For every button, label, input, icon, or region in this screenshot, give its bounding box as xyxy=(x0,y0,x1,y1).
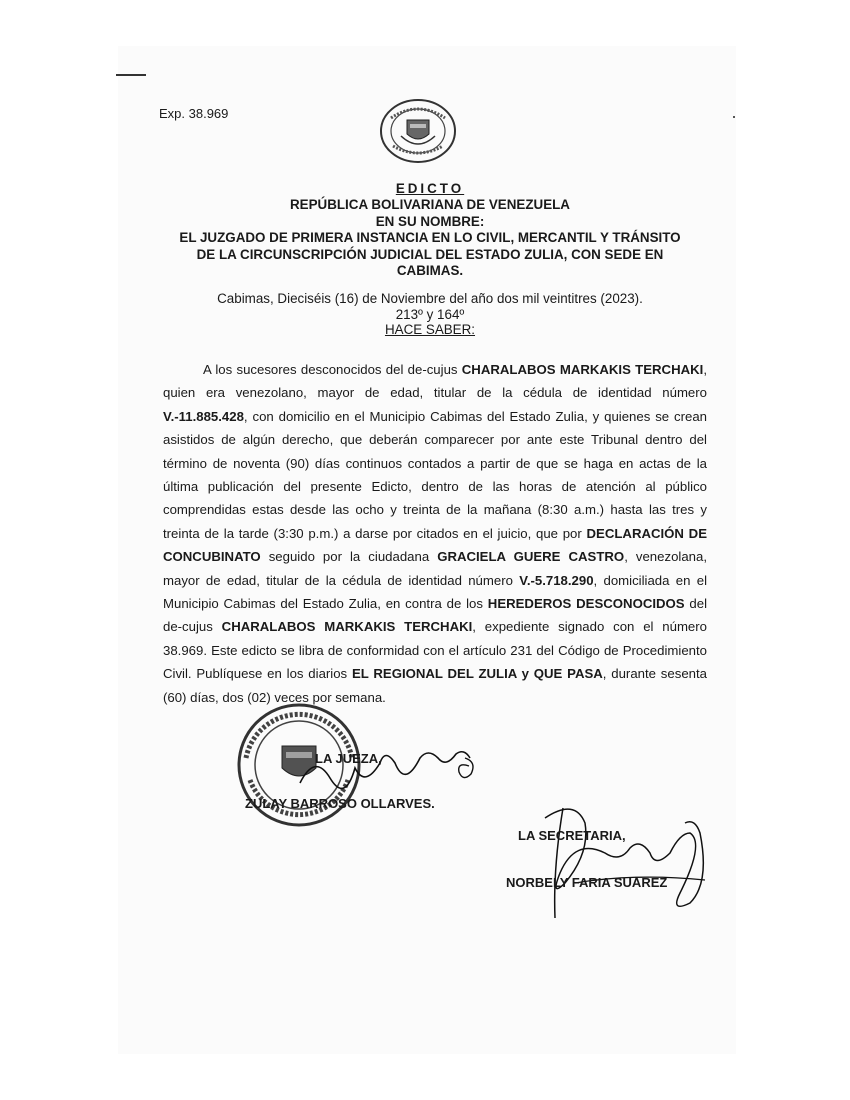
body-text-1: A los sucesores desconocidos del de-cujus xyxy=(203,362,462,377)
body-paragraph xyxy=(163,358,707,709)
body-text-8: , expediente signado con el número 38.969. Este edicto se libra de conformidad con el artículo 231 del Código de Procedimiento Civil. Publíquese en los diarios xyxy=(163,619,707,682)
secretary-name: NORBELY FARIA SUAREZ xyxy=(506,875,668,890)
court-seal-icon xyxy=(379,98,457,164)
body-text-9: , durante sesenta (60) días, dos (02) veces por semana. xyxy=(163,666,707,705)
plaintiff-id: V.-5.718.290 xyxy=(519,572,594,588)
header-court-line-2: DE LA CIRCUNSCRIPCIÓN JUDICIAL DEL ESTADO ZULIA, CON SEDE EN xyxy=(196,246,664,262)
scan-mark xyxy=(116,74,146,76)
header-court-line-3: CABIMAS. xyxy=(396,263,464,279)
header-republic: REPÚBLICA BOLIVARIANA DE VENEZUELA xyxy=(290,197,570,213)
edict-title: EDICTO xyxy=(395,181,465,196)
body-text-7: del de-cujus xyxy=(163,596,708,635)
date-block xyxy=(150,291,710,338)
secretary-title: LA SECRETARIA, xyxy=(518,828,626,843)
judge-title: LA JUEZA, xyxy=(315,751,382,766)
newspapers: EL REGIONAL DEL ZULIA y QUE PASA xyxy=(351,666,603,682)
case-type: DECLARACIÓN DE CONCUBINATO xyxy=(163,525,707,565)
hace-saber: HACE SABER: xyxy=(384,322,476,338)
body-text-3: , con domicilio en el Municipio Cabimas del Estado Zulia, y quienes se crean asistidos de algún derecho, que deberán comparecer por ante este Tribunal dentro del término de noventa (90) días continuos contados a partir de que se haga en actas de la última publicación del presente Edicto, dentro de las horas de atención al público comprendidas estas desde las ocho y treinta de la mañana (8:30 a.m.) hasta las tres y treinta de la tarde (3:30 p.m.) a darse por citados en el juicio, que por xyxy=(163,408,707,541)
body-text-5: , venezolana, mayor de edad, titular de la cédula de identidad número xyxy=(163,549,707,588)
decedent-id: V.-11.885.428 xyxy=(163,408,244,424)
plaintiff-name: GRACIELA GUERE CASTRO xyxy=(437,549,625,565)
defendants: HEREDEROS DESCONOCIDOS xyxy=(487,596,685,612)
body-text-2: , quien era venezolano, mayor de edad, titular de la cédula de identidad número xyxy=(163,362,707,401)
header-en-su-nombre: EN SU NOMBRE: xyxy=(375,213,485,229)
expediente-number: Exp. 38.969 xyxy=(159,106,229,121)
body-text-6: , domiciliada en el Municipio Cabimas del Estado Zulia, en contra de los xyxy=(163,572,708,612)
decedent-name: CHARALABOS MARKAKIS TERCHAKI xyxy=(461,362,704,377)
edict-header xyxy=(150,181,710,279)
scan-dot xyxy=(733,116,735,118)
decedent-name-repeat: CHARALABOS MARKAKIS TERCHAKI xyxy=(221,619,473,635)
body-text-4: seguido por la ciudadana xyxy=(260,549,438,565)
years-line: 213º y 164º xyxy=(395,306,465,322)
header-court-line-1: EL JUZGADO DE PRIMERA INSTANCIA EN LO CIVIL, MERCANTIL Y TRÁNSITO xyxy=(179,230,681,246)
judge-signature-block xyxy=(245,736,435,826)
date-line: Cabimas, Dieciséis (16) de Noviembre del año dos mil veintitres (2023). xyxy=(217,291,643,306)
judge-name: ZULAY BARROSO OLLARVES. xyxy=(245,796,435,811)
edict-body xyxy=(163,358,707,709)
secretary-signature-block xyxy=(506,812,667,906)
